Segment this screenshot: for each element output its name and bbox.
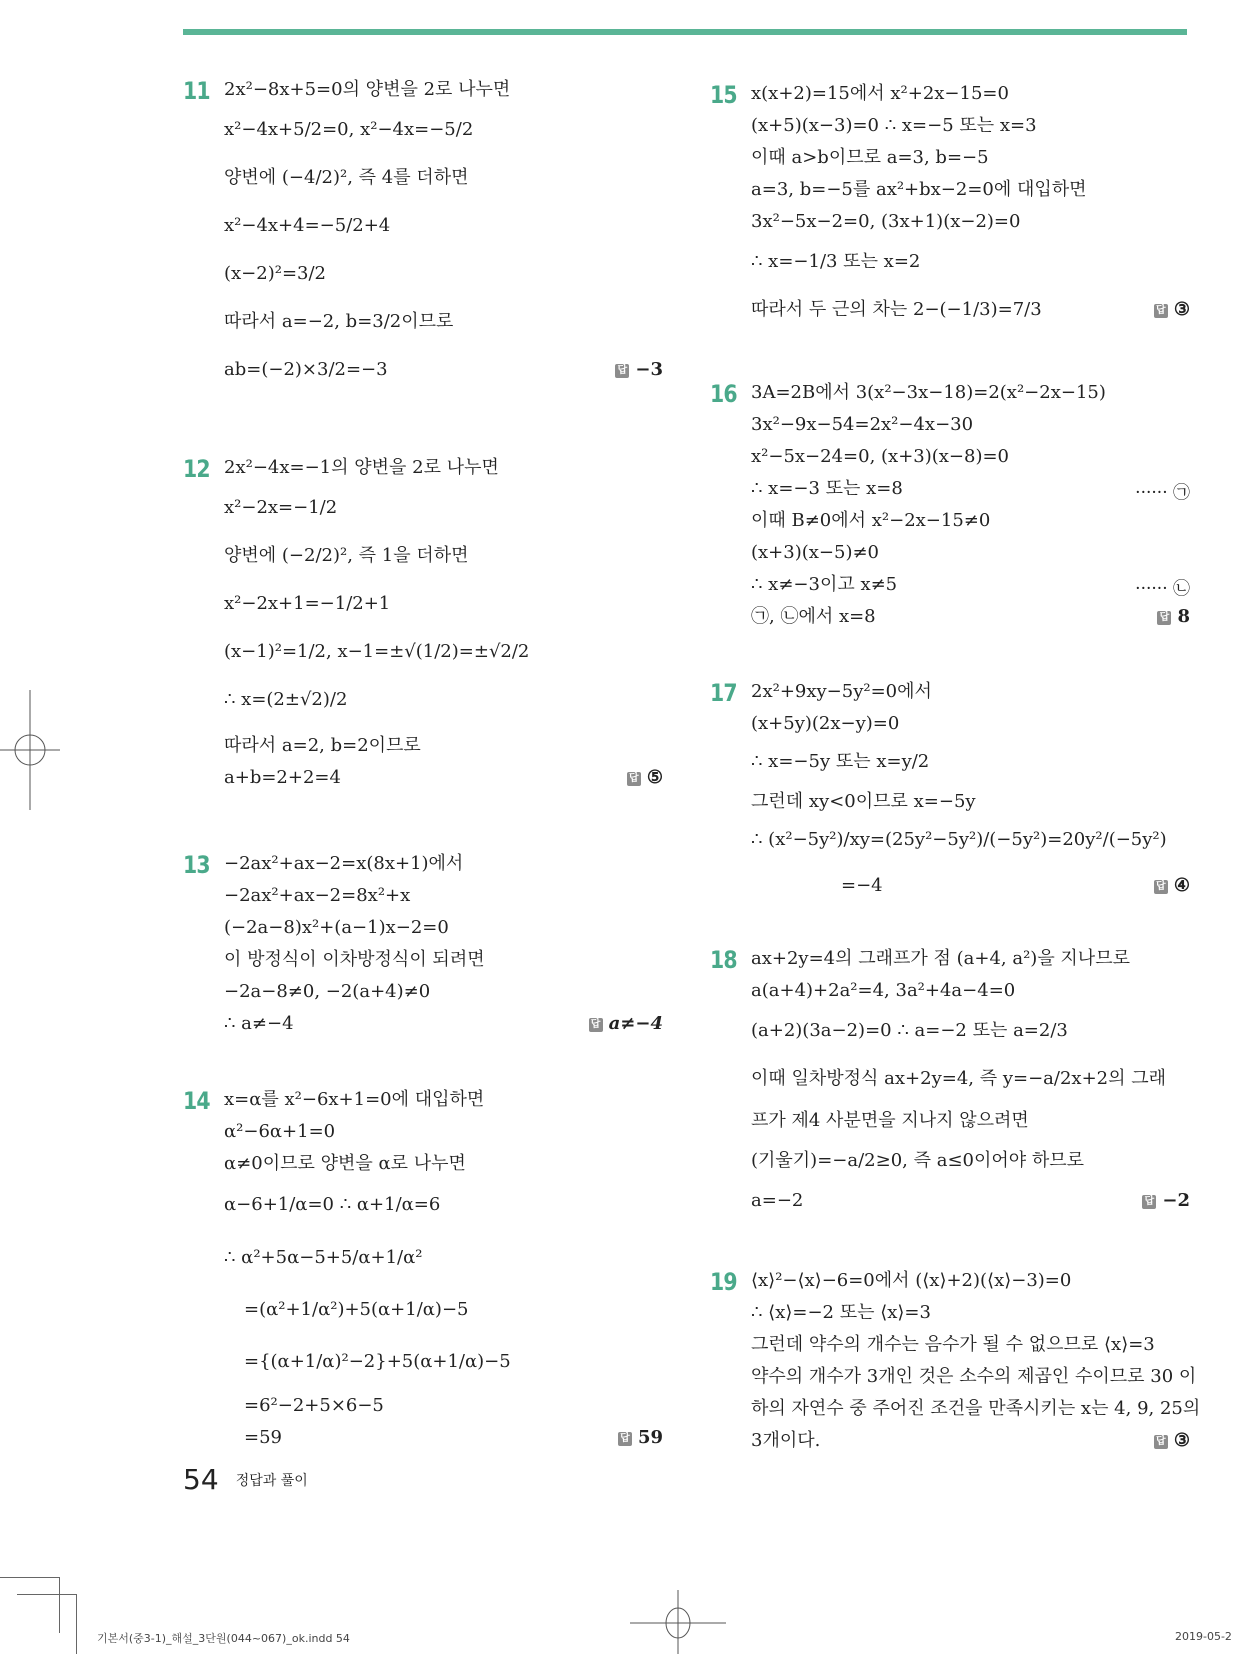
solution-line: x²−4x+5/2=0, x²−4x=−5/2 [224,119,474,140]
solution-line: 프가 제4 사분면을 지나지 않으려면 [751,1110,1029,1131]
solution-line: =59 [244,1427,282,1448]
solution-line: 따라서 a=2, b=2이므로 [224,735,421,756]
print-date: 2019-05-2 [1175,1630,1232,1643]
solution-line: ={(α+1/α)²−2}+5(α+1/α)−5 [244,1351,511,1372]
answer-tag-icon: 답 [618,1432,632,1446]
answer-badge: 답 8 [1157,606,1190,627]
solution-line: 따라서 a=−2, b=3/2이므로 [224,311,454,332]
page-footer [183,1463,308,1496]
crop-mark [76,1594,77,1654]
answer-tag-icon: 답 [615,364,629,378]
solution-line: 이 방정식이 이차방정식이 되려면 [224,949,485,970]
solution-line: ∴ x=(2±√2)/2 [224,689,348,710]
solution-line: x²−2x+1=−1/2+1 [224,593,391,614]
solution-line: x²−2x=−1/2 [224,497,338,518]
page-label: 정답과 풀이 [235,1473,308,1489]
answer-badge: 답 ③ [1154,299,1190,320]
problem-number: 16 [710,380,737,408]
solution-line: x²−5x−24=0, (x+3)(x−8)=0 [751,446,1010,467]
problem-number: 12 [183,455,210,483]
solution-line: a+b=2+2=4 [224,767,341,788]
solution-line: −2ax²+ax−2=x(8x+1)에서 [224,853,464,874]
header-accent-bar [183,29,1187,35]
answer-tag-icon: 답 [589,1018,603,1032]
solution-line: a=3, b=−5를 ax²+bx−2=0에 대입하면 [751,179,1087,200]
solution-line: 3개이다. [751,1430,821,1451]
registration-mark-icon [0,690,62,810]
solution-line: ab=(−2)×3/2=−3 [224,359,388,380]
solution-line: ∴ (x²−5y²)/xy=(25y²−5y²)/(−5y²)=20y²/(−5y²) [751,829,1167,850]
answer-tag-icon: 답 [1157,611,1171,625]
solution-line: α≠0이므로 양변을 α로 나누면 [224,1153,466,1174]
problem-number: 11 [183,77,210,105]
solution-line: ∴ x=−3 또는 x=8 [751,478,903,499]
answer-badge: 답 59 [618,1427,663,1448]
solution-line: 이때 B≠0에서 x²−2x−15≠0 [751,510,991,531]
solution-line: 그런데 xy<0이므로 x=−5y [751,791,976,812]
solution-line: α−6+1/α=0 ∴ α+1/α=6 [224,1194,441,1215]
answer-tag-icon: 답 [627,772,641,786]
solution-line: 2x²−4x=−1의 양변을 2로 나누면 [224,457,499,478]
answer-badge: 답 ⑤ [627,767,663,788]
solution-line: 3x²−5x−2=0, (3x+1)(x−2)=0 [751,211,1021,232]
solution-line: ∴ x=−5y 또는 x=y/2 [751,751,930,772]
solution-line: ⟨x⟩²−⟨x⟩−6=0에서 (⟨x⟩+2)(⟨x⟩−3)=0 [751,1270,1072,1291]
problem-number: 19 [710,1268,737,1296]
crop-mark [59,1577,60,1633]
solution-line: 약수의 개수가 3개인 것은 소수의 제곱인 수이므로 30 이 [751,1366,1197,1387]
solution-line: ∴ a≠−4 [224,1013,294,1034]
solution-line: 2x²+9xy−5y²=0에서 [751,681,932,702]
solution-line: 따라서 두 근의 차는 2−(−1/3)=7/3 [751,299,1042,320]
solution-line: (x+5)(x−3)=0 ∴ x=−5 또는 x=3 [751,115,1037,136]
answer-badge: 답 ③ [1154,1430,1190,1451]
solution-line: (기울기)=−a/2≥0, 즉 a≤0이어야 하므로 [751,1150,1085,1171]
solution-line: 이때 a>b이므로 a=3, b=−5 [751,147,989,168]
problem-number: 15 [710,81,737,109]
solution-line: 3A=2B에서 3(x²−3x−18)=2(x²−2x−15) [751,382,1106,403]
solution-line: (−2a−8)x²+(a−1)x−2=0 [224,917,449,938]
equation-marker-2: ······ ㉡ [1135,579,1190,599]
answer-badge: 답 −2 [1142,1190,1190,1211]
solution-line: 그런데 약수의 개수는 음수가 될 수 없으므로 ⟨x⟩=3 [751,1334,1155,1355]
crop-mark [0,1577,59,1578]
solution-line: ∴ α²+5α−5+5/α+1/α² [224,1247,423,1268]
solution-line: ∴ x≠−3이고 x≠5 [751,574,898,595]
solution-line: 양변에 (−2/2)², 즉 1을 더하면 [224,545,469,566]
solution-line: 이때 일차방정식 ax+2y=4, 즉 y=−a/2x+2의 그래 [751,1068,1166,1089]
solution-line: (x+5y)(2x−y)=0 [751,713,900,734]
solution-line: −2ax²+ax−2=8x²+x [224,885,411,906]
solution-line: (a+2)(3a−2)=0 ∴ a=−2 또는 a=2/3 [751,1020,1068,1041]
answer-tag-icon: 답 [1154,304,1168,318]
solution-line: =6²−2+5×6−5 [244,1395,384,1416]
solution-line: =(α²+1/α²)+5(α+1/α)−5 [244,1299,469,1320]
problem-number: 13 [183,851,210,879]
answer-tag-icon: 답 [1142,1195,1156,1209]
problem-number: 18 [710,946,737,974]
solution-line: 2x²−8x+5=0의 양변을 2로 나누면 [224,79,511,100]
solution-line: ㉠, ㉡에서 x=8 [751,606,876,627]
crop-mark [17,1594,77,1595]
solution-line: 하의 자연수 중 주어진 조건을 만족시키는 x는 4, 9, 25의 [751,1398,1201,1419]
solution-line: α²−6α+1=0 [224,1121,336,1142]
problem-number: 14 [183,1087,210,1115]
answer-badge: 답 a≠−4 [589,1013,663,1034]
solution-line: (x−1)²=1/2, x−1=±√(1/2)=±√2/2 [224,641,530,662]
solution-line: (x+3)(x−5)≠0 [751,542,879,563]
answer-badge: 답 −3 [615,359,663,380]
file-slug: 기본서(중3-1)_해설_3단원(044~067)_ok.indd 54 [97,1632,350,1645]
registration-mark-icon [630,1590,730,1654]
solution-line: x=α를 x²−6x+1=0에 대입하면 [224,1089,485,1110]
page-number: 54 [183,1463,219,1496]
solution-line: =−4 [841,875,883,896]
solution-line: ∴ ⟨x⟩=−2 또는 ⟨x⟩=3 [751,1302,931,1323]
solution-line: ∴ x=−1/3 또는 x=2 [751,251,921,272]
solution-line: 3x²−9x−54=2x²−4x−30 [751,414,974,435]
solution-line: x(x+2)=15에서 x²+2x−15=0 [751,83,1009,104]
answer-tag-icon: 답 [1154,880,1168,894]
solution-line: 양변에 (−4/2)², 즉 4를 더하면 [224,167,469,188]
solution-line: ax+2y=4의 그래프가 점 (a+4, a²)을 지나므로 [751,948,1130,969]
solution-line: a(a+4)+2a²=4, 3a²+4a−4=0 [751,980,1016,1001]
problem-number: 17 [710,679,737,707]
answer-badge: 답 ④ [1154,875,1190,896]
solution-line: a=−2 [751,1190,804,1211]
equation-marker-1: ······ ㉠ [1135,483,1190,503]
solution-line: −2a−8≠0, −2(a+4)≠0 [224,981,431,1002]
solution-line: x²−4x+4=−5/2+4 [224,215,391,236]
answer-tag-icon: 답 [1154,1435,1168,1449]
solution-line: (x−2)²=3/2 [224,263,326,284]
